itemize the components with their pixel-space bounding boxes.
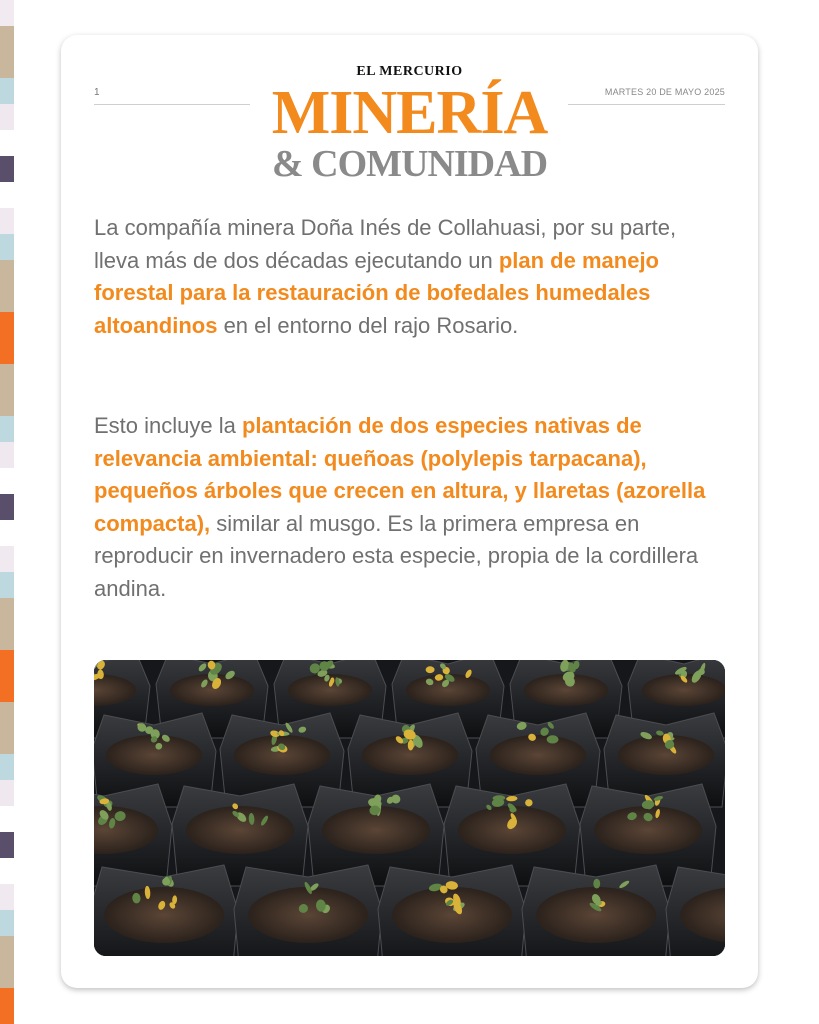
soil xyxy=(490,735,586,775)
page-number: 1 xyxy=(94,87,100,98)
paragraph-text: similar al musgo. Es la primera empresa en reproducir en invernadero esta especie, propia de la cordillera andina. xyxy=(94,510,699,601)
leaf xyxy=(593,879,600,889)
leaf xyxy=(547,735,559,743)
soil xyxy=(234,735,330,775)
paragraph-text: La compañía minera Doña Inés de Collahuasi, por su parte, lleva más de dos décadas ejecutando un xyxy=(94,215,677,273)
publisher-name: EL MERCURIO xyxy=(356,64,463,79)
soil xyxy=(288,674,372,706)
issue-date: MARTES 20 DE MAYO 2025 xyxy=(604,87,725,97)
paragraph-restoration xyxy=(94,212,719,342)
masthead-title: MINERÍA xyxy=(271,79,548,147)
paragraph-text: en el entorno del rajo Rosario. xyxy=(217,312,519,338)
soil xyxy=(248,887,368,943)
soil xyxy=(392,887,512,943)
soil xyxy=(104,887,224,943)
masthead-subtitle: & COMUNIDAD xyxy=(271,143,548,185)
highlighted-text: plantación de dos especies nativas de relevancia ambiental: queñoas (polylepis tarpacana), pequeños árboles que crecen en altura, y llaretas (azorella compacta), xyxy=(94,413,706,536)
paragraph-text: Esto incluye la xyxy=(94,413,242,438)
highlighted-text: plan de manejo forestal para la restauración de bofedales humedales altoandinos xyxy=(94,247,659,338)
paragraph-species xyxy=(94,410,719,605)
seedlings-photo xyxy=(94,660,725,956)
